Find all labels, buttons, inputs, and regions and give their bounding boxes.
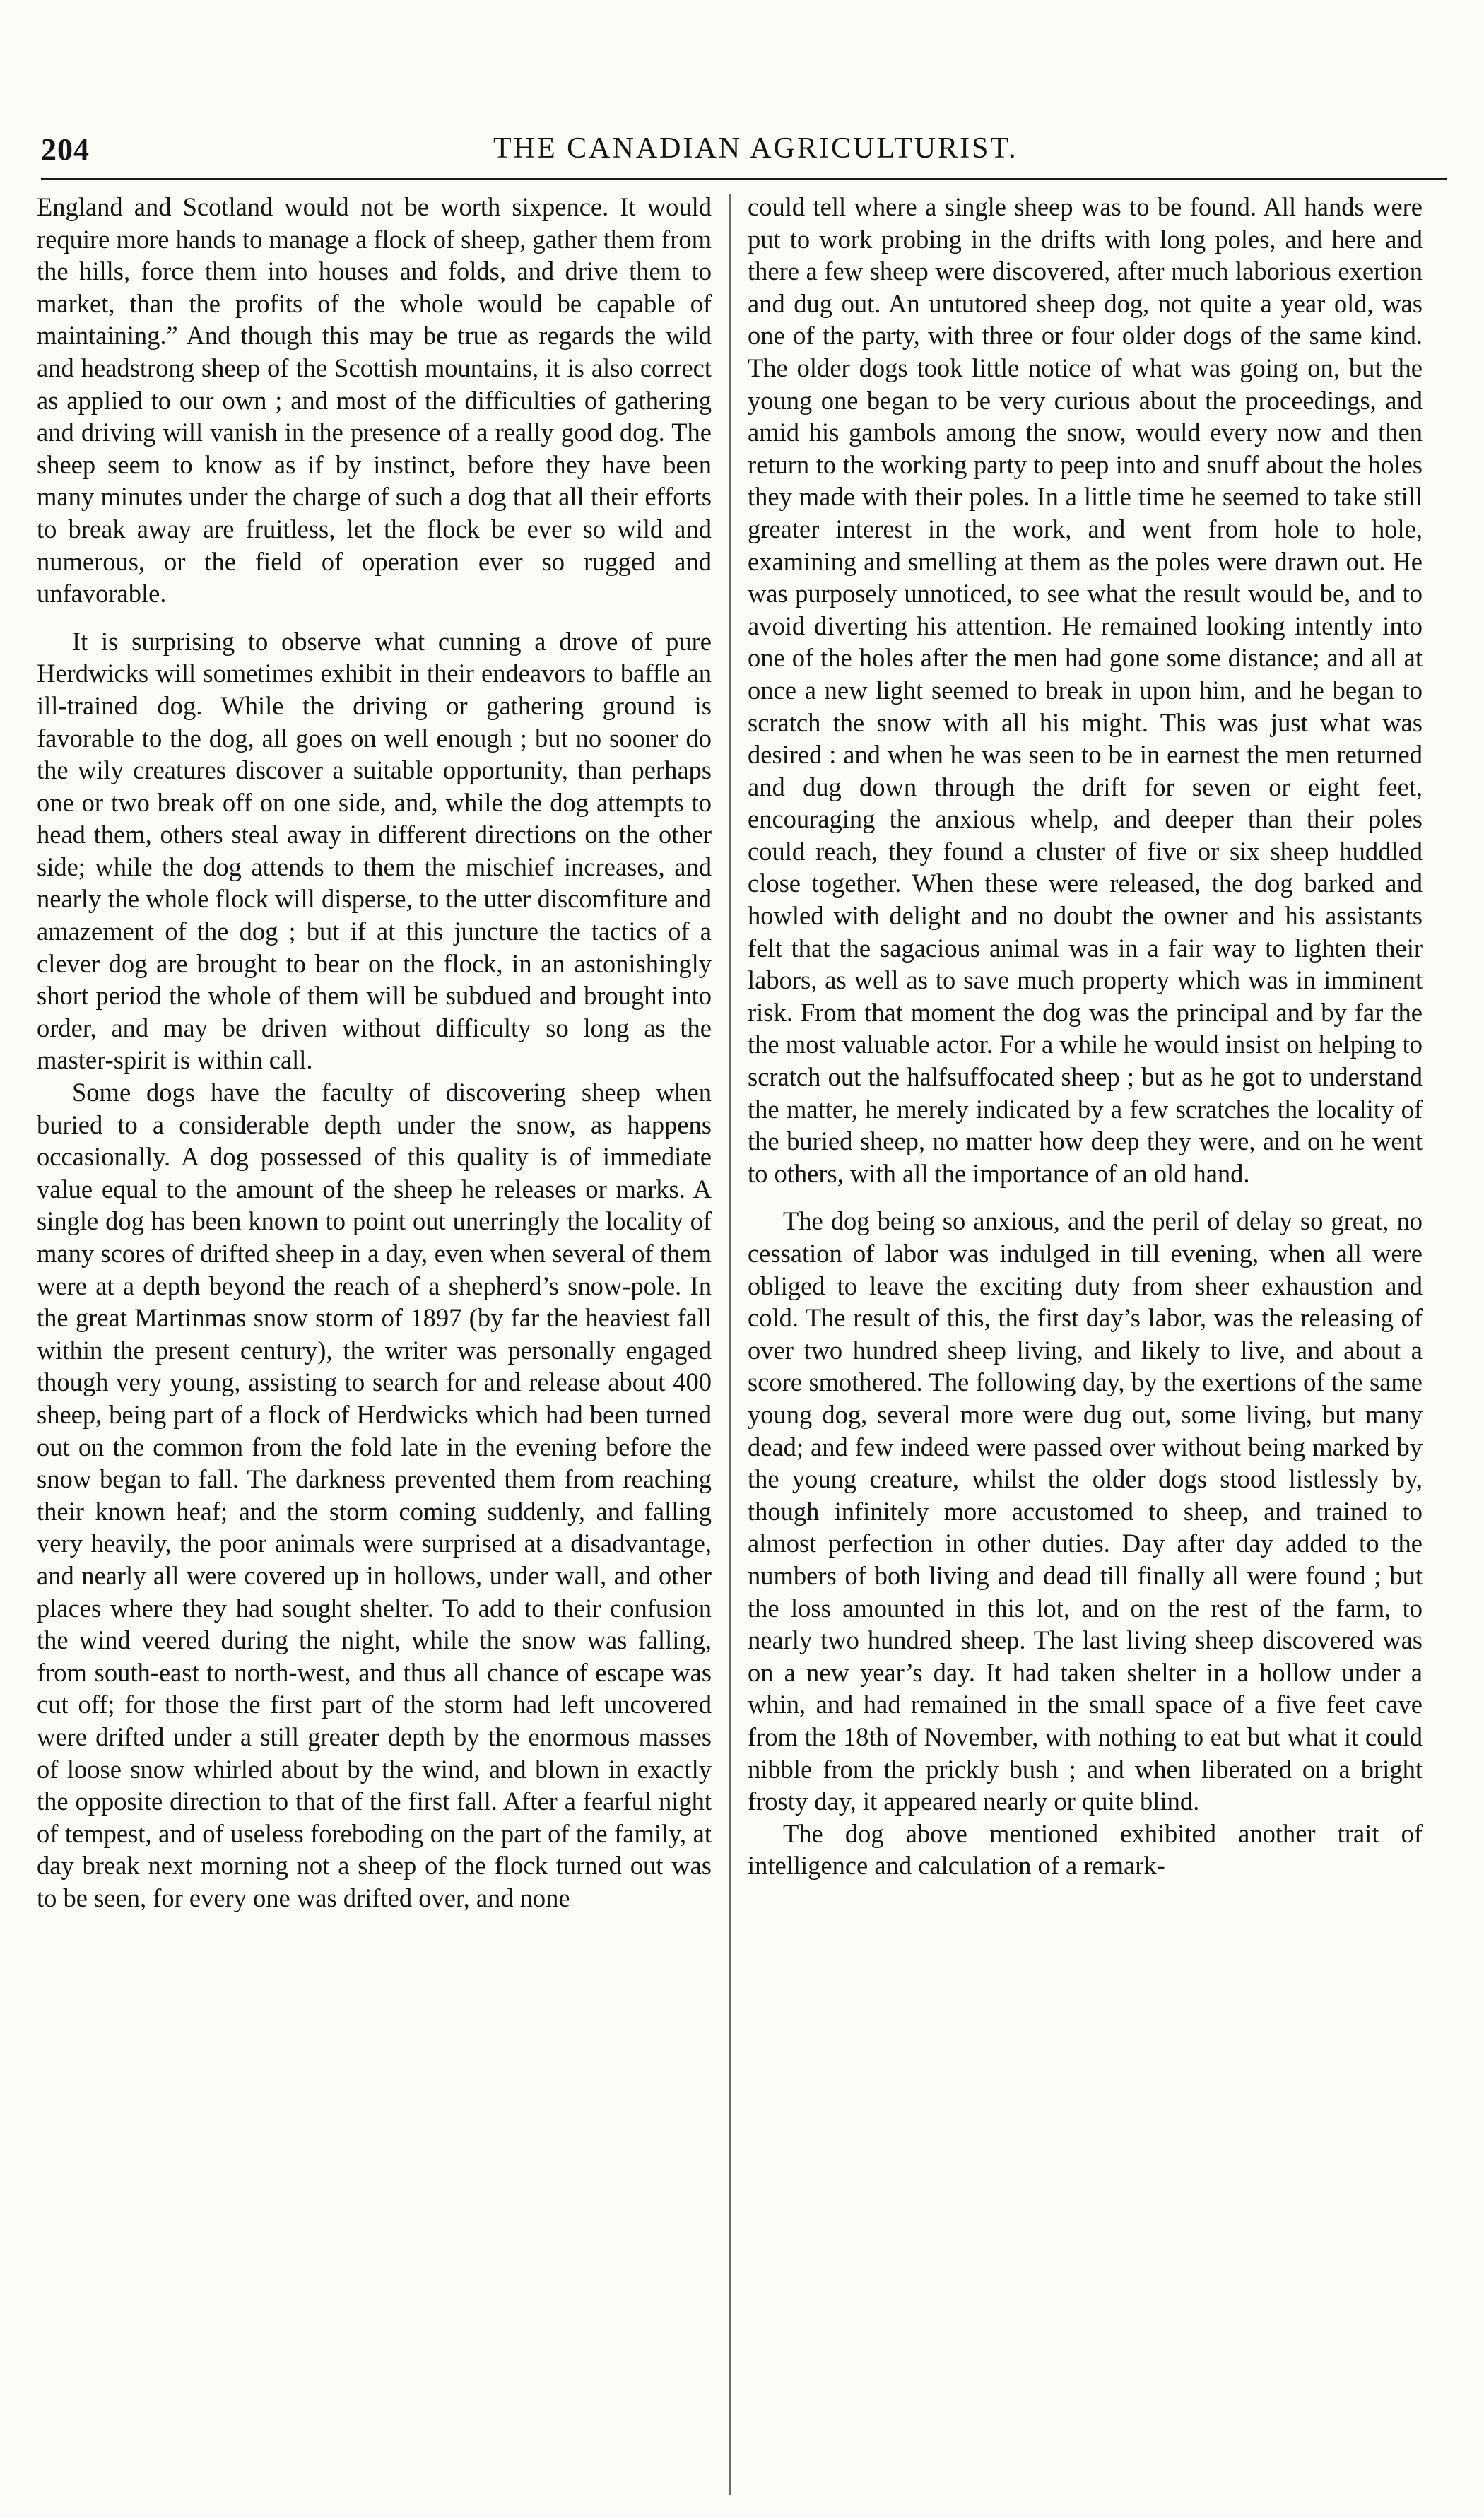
right-column [748,191,1423,2495]
journal-title: THE CANADIAN AGRICULTURIST. [493,132,1018,165]
page-number: 204 [41,132,90,167]
paragraph-continuation: England and Scotland would not be worth sixpence. It would require more hands to manage a flock of sheep, gather them from the hills, force them into houses and folds, and drive them to market, than the profits of the whole would be capable of maintaining.” And though this may be true as regards the wild and headstrong sheep of the Scottish mountains, it is also correct as applied to our own ; and most of the difficulties of gathering and driving will vanish in the presence of a really good dog. The sheep seem to know as if by instinct, before they have been many minutes under the charge of such a dog that all their efforts to break away are fruitless, let the flock be ever so wild and numerous, or the field of operation ever so rugged and unfavorable. [37,192,712,608]
paragraph-young-dog: could tell where a single sheep was to be found. All hands were put to work probing in the drifts with long poles, and here and there a few sheep were discovered, after much laborious exertion and dug out. An untutored sheep dog, not quite a year old, was one of the party, with three or four older dogs of the same kind. The older dogs took little notice of what was going on, but the young one began to be very curious about the proceedings, and amid his gambols among the snow, would every now and then return to the working party to peep into and snuff about the holes they made with their poles. In a little time he seemed to take still greater interest in the work, and went from hole to hole, examining and smelling at them as the poles were drawn out. He was purposely unnoticed, to see what the result would be, and to avoid diverting his attention. He remained looking intently into one of the holes after the men had gone some distance; and all at once a new light seemed to break in upon him, and he began to scratch the snow with all his might. This was just what was desired : and when he was seen to be in earnest the men returned and dug down through the drift for seven or eight feet, encouraging the anxious whelp, and deeper than their poles could reach, they found a cluster of five or six sheep huddled close together. When these were released, the dog barked and howled with delight and no doubt the owner and his assistants felt that the sagacious animal was in a fair way to lighten their labors, as well as to save much property which was in imminent risk. From that moment the dog was the principal and by far the the most valuable actor. For a while he would insist on helping to scratch out the halfsuffocated sheep ; but as he got to understand the matter, he merely indicated by a few scratches the locality of the buried sheep, no matter how deep they were, and on he went to others, with all the importance of an old hand. [748,192,1423,1188]
paragraph-rescue-days: The dog being so anxious, and the peril of delay so great, no cessation of labor was indulged in till evening, when all were obliged to leave the exciting duty from sheer exhaustion and cold. The result of this, the first day’s labor, was the releasing of over two hundred sheep living, and likely to live, and about a score smothered. The following day, by the exertions of the same young dog, several more were dug out, some living, but many dead; and few indeed were passed over without being marked by the young creature, whilst the older dogs stood listlessly by, though infinitely more accustomed to sheep, and trained to almost perfection in other duties. Day after day added to the numbers of both living and dead till finally all were found ; but the loss amounted in this lot, and on the rest of the farm, to nearly two hundred sheep. The last living sheep discovered was on a new year’s day. It had taken shelter in a hollow under a whin, and had remained in the small space of a five feet cave from the 18th of November, with nothing to eat but what it could nibble from the prickly bush ; and when liberated on a bright frosty day, it appeared nearly or quite blind. [748,1206,1423,1816]
header-rule [41,178,1447,180]
left-column [37,191,712,2495]
running-head [41,131,1447,174]
paragraph-snow-dogs: Some dogs have the faculty of discovering sheep when buried to a considerable depth under the snow, as happens occasionally. A dog possessed of this quality is of immediate value equal to the amount of the sheep he releases or marks. A single dog has been known to point out unerringly the locality of many scores of drifted sheep in a day, even when several of them were at a depth beyond the reach of a shepherd’s snow-pole. In the great Martinmas snow storm of 1897 (by far the heaviest fall within the present century), the writer was personally engaged though very young, assisting to search for and release about 400 sheep, being part of a flock of Herdwicks which had been turned out on the common from the fold late in the evening before the snow began to fall. The darkness prevented them from reaching their known heaf; and the storm coming suddenly, and falling very heavily, the poor animals were surprised at a disadvantage, and nearly all were covered up in hollows, under wall, and other places where they had sought shelter. To add to their confusion the wind veered during the night, while the snow was falling, from south-east to north-west, and thus all chance of escape was cut off; for those the first part of the storm had left uncovered were drifted under a still greater depth by the enormous masses of loose snow whirled about by the wind, and blown in exactly the opposite direction to that of the first fall. After a fearful night of tempest, and of useless foreboding on the part of the family, at day break next morning not a sheep of the flock turned out was to be seen, for every one was drifted over, and none [37,1078,712,1912]
column-divider [729,194,731,2495]
paragraph-another-trait: The dog above mentioned exhibited another trait of intelligence and calculation of a remark- [748,1818,1423,1881]
paragraph-herdwicks-cunning: It is surprising to observe what cunning a drove of pure Herdwicks will sometimes exhibit in their endeavors to baffle an ill-trained dog. While the driving or gathering ground is favorable to the dog, all goes on well enough ; but no sooner do the wily creatures discover a suitable opportunity, than perhaps one or two break off on one side, and, while the dog attempts to head them, others steal away in different directions on the other side; while the dog attends to them the mischief increases, and nearly the whole flock will disperse, to the utter discomfiture and amazement of the dog ; but if at this juncture the tactics of a clever dog are brought to bear on the flock, in an astonishingly short period the whole of them will be subdued and brought into order, and may be driven without difficulty so long as the master-spirit is within call. [37,626,712,1075]
